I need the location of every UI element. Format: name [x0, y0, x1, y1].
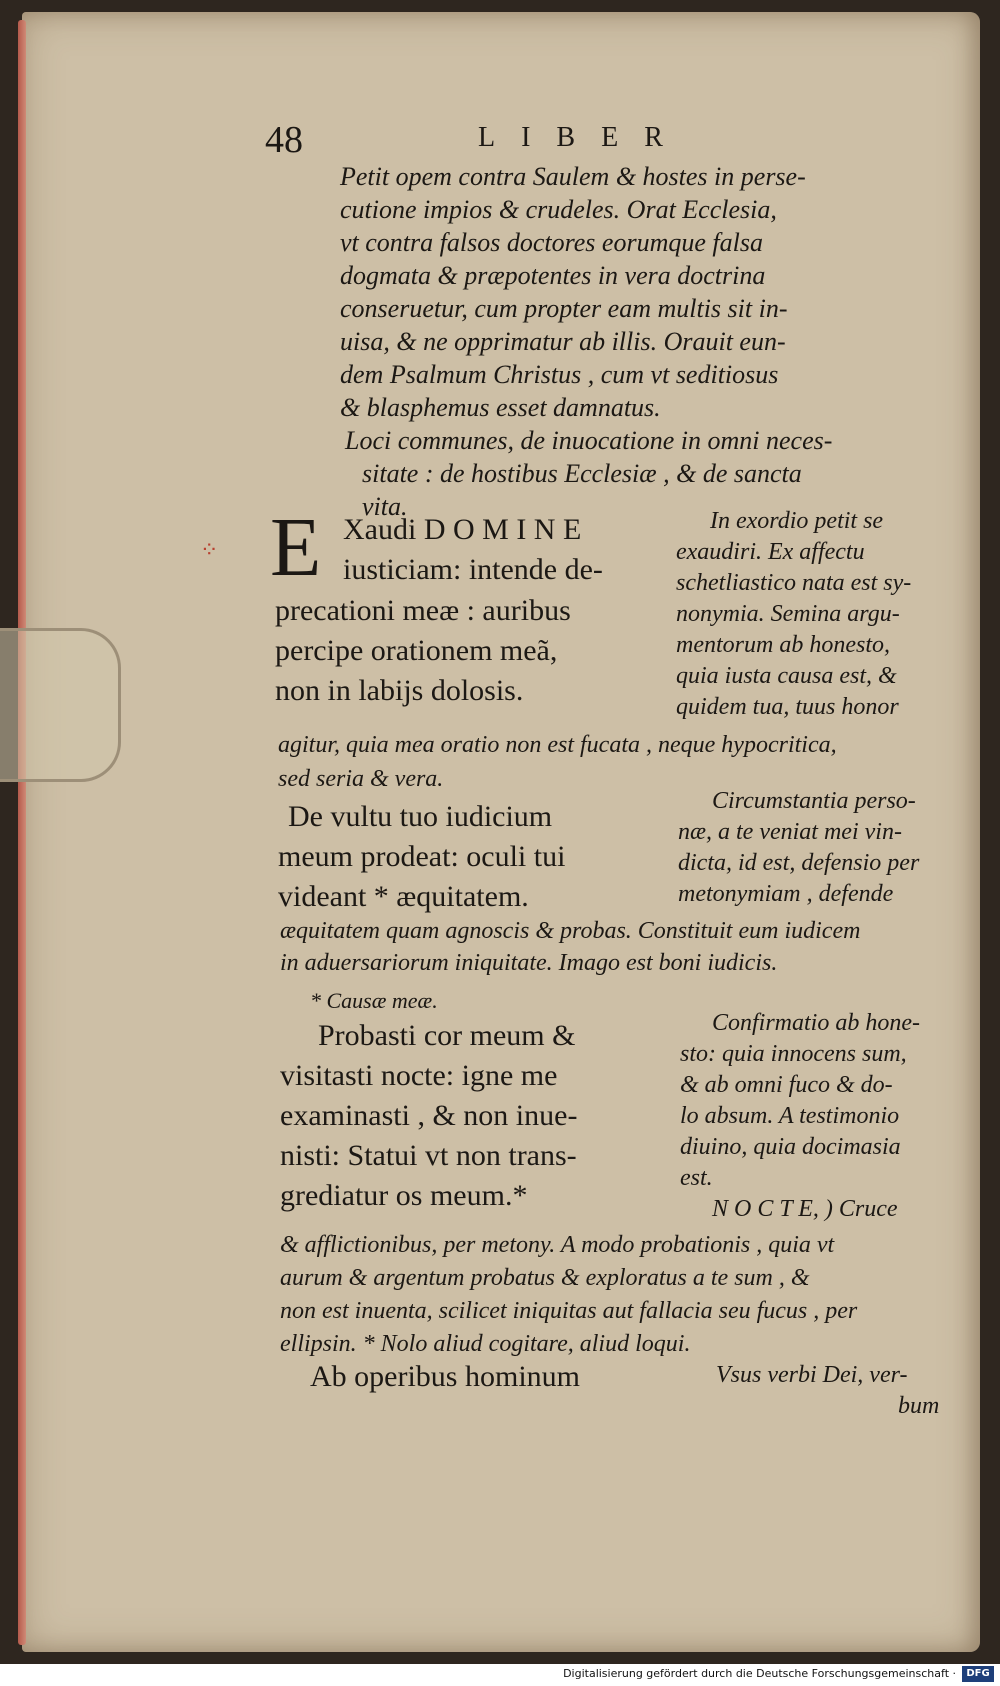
verse-line: examinasti , & non inue- — [280, 1099, 578, 1132]
page-edge — [18, 20, 26, 1645]
verse-line: precationi meæ : auribus — [275, 594, 571, 627]
note-line: agitur, quia mea oratio non est fucata , neque hypocritica, — [278, 732, 837, 758]
verse-line: percipe orationem meã, — [275, 634, 558, 667]
loci-line: Loci communes, de inuocatione in omni neces- — [345, 426, 833, 455]
note-line: næ, a te veniat mei vin- — [678, 819, 902, 845]
note-line: non est inuenta, scilicet iniquitas aut fallacia seu fucus , per — [280, 1298, 858, 1324]
page-number: 48 — [265, 119, 303, 161]
margin-mark: ⁘ — [200, 538, 219, 563]
verse-line: Ab operibus hominum — [310, 1360, 580, 1393]
dfg-logo: DFG — [962, 1666, 994, 1682]
note-line: bum — [898, 1393, 940, 1419]
note-line: lo absum. A testimonio — [680, 1103, 900, 1129]
note-line: aurum & argentum probatus & exploratus a te sum , & — [280, 1265, 810, 1291]
argument-line: & blasphemus esset damnatus. — [340, 393, 661, 422]
argument-line: dem Psalmum Christus , cum vt seditiosus — [340, 360, 779, 389]
note-line: In exordio petit se — [710, 508, 884, 534]
verse-line: meum prodeat: oculi tui — [278, 840, 566, 873]
note-line: Circumstantia perso- — [712, 788, 916, 814]
argument-line: conseruetur, cum propter eam multis sit in- — [340, 294, 788, 323]
argument-line: vt contra falsos doctores eorumque falsa — [340, 228, 763, 257]
argument-line: cutione impios & crudeles. Orat Ecclesia, — [340, 195, 777, 224]
loci-line: vita. — [362, 492, 408, 521]
note-line: schetliastico nata est sy- — [676, 570, 912, 596]
running-head: LIBER — [478, 122, 689, 153]
note-line: metonymiam , defende — [678, 881, 894, 907]
note-line: sed seria & vera. — [278, 766, 444, 792]
drop-capital: E — [270, 501, 322, 594]
verse-line: Probasti cor meum & — [318, 1019, 576, 1052]
note-line: diuino, quia docimasia — [680, 1134, 901, 1160]
verse-line: De vultu tuo iudicium — [288, 800, 553, 833]
verse-line: Xaudi D O M I N E — [343, 513, 582, 546]
argument-line: Petit opem contra Saulem & hostes in perse- — [340, 162, 806, 191]
argument-line: uisa, & ne opprimatur ab illis. Orauit eun- — [340, 327, 786, 356]
note-line: est. — [680, 1165, 713, 1191]
argument-line: dogmata & præpotentes in vera doctrina — [340, 261, 766, 290]
note-line: nonymia. Semina argu- — [676, 601, 900, 627]
note-line: ellipsin. * Nolo aliud cogitare, aliud loqui. — [280, 1331, 691, 1357]
note-line: Confirmatio ab hone- — [712, 1010, 920, 1036]
note-line: exaudiri. Ex affectu — [676, 539, 865, 565]
verse-line: videant * æquitatem. — [278, 880, 529, 913]
verse-line: visitasti nocte: igne me — [280, 1059, 558, 1092]
note-lemma: N O C T E, ) Cruce — [712, 1196, 898, 1222]
book-clasp — [0, 628, 121, 782]
note-line: æquitatem quam agnoscis & probas. Constituit eum iudicem — [280, 918, 861, 944]
footer-bar — [0, 1664, 1000, 1686]
note-line: & afflictionibus, per metony. A modo probationis , quia vt — [280, 1232, 835, 1258]
verse-line: iusticiam: intende de- — [343, 553, 603, 586]
funding-credit: Digitalisierung gefördert durch die Deutsche Forschungsgemeinschaft · — [563, 1667, 956, 1680]
note-line: sto: quia innocens sum, — [680, 1041, 907, 1067]
note-line: Vsus verbi Dei, ver- — [716, 1362, 908, 1388]
note-line: & ab omni fuco & do- — [680, 1072, 893, 1098]
verse-line: nisti: Statui vt non trans- — [280, 1139, 577, 1172]
verse-line: non in labijs dolosis. — [275, 674, 524, 707]
note-line: quia iusta causa est, & — [676, 663, 897, 689]
note-line: mentorum ab honesto, — [676, 632, 890, 658]
note-line: quidem tua, tuus honor — [676, 694, 899, 720]
gloss: * Causæ meæ. — [310, 988, 438, 1013]
note-line: dicta, id est, defensio per — [678, 850, 920, 876]
note-line: in aduersariorum iniquitate. Imago est boni iudicis. — [280, 950, 778, 976]
loci-line: sitate : de hostibus Ecclesiæ , & de sancta — [362, 459, 802, 488]
verse-line: grediatur os meum.* — [280, 1179, 528, 1212]
